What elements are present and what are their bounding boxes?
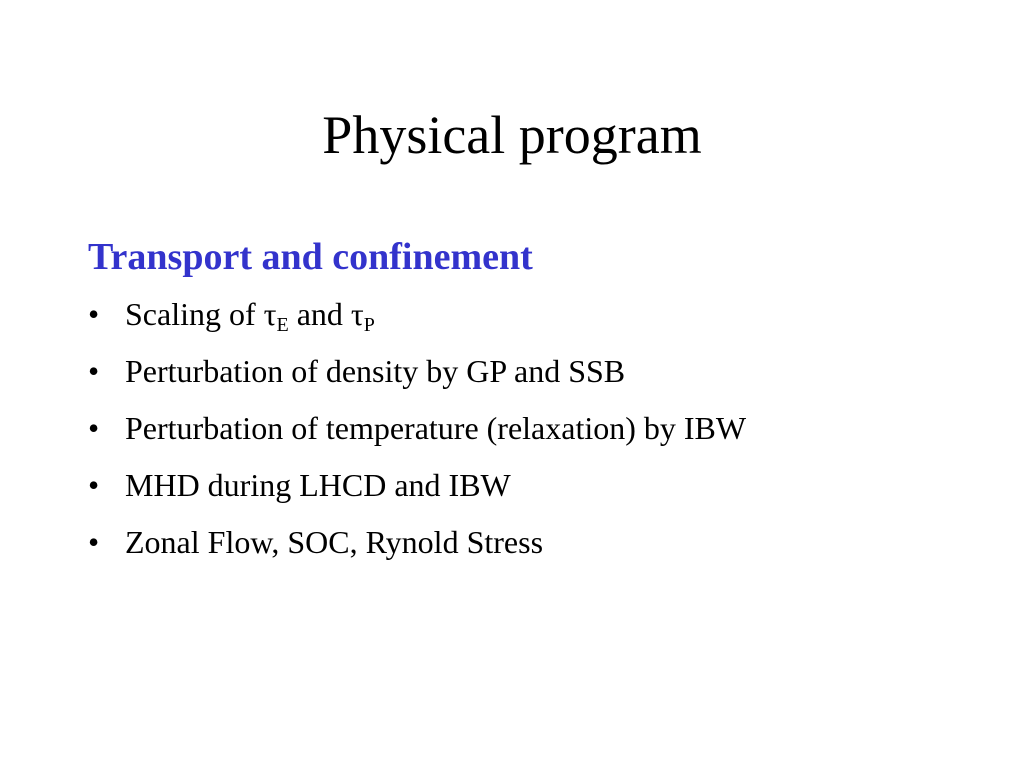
bullet-text-and: and (288, 296, 351, 332)
bullet-text: Perturbation of temperature (relaxation) by IBW (125, 410, 747, 446)
subscript-p: P (363, 314, 375, 336)
bullet-list (88, 286, 988, 571)
bullet-item-density (88, 343, 988, 400)
bullet-item-mhd (88, 457, 988, 514)
bullet-item-scaling (88, 286, 988, 343)
bullet-item-temperature (88, 400, 988, 457)
bullet-dot: • (88, 296, 100, 332)
bullet-text: Zonal Flow, SOC, Rynold Stress (125, 524, 544, 560)
slide-content (88, 232, 988, 571)
bullet-text-prefix: Scaling of (125, 296, 264, 332)
bullet-text: Perturbation of density by GP and SSB (125, 353, 626, 389)
subscript-e: E (276, 314, 289, 336)
bullet-dot: • (88, 524, 100, 560)
tau-symbol: τ (350, 296, 364, 332)
section-heading: Transport and confinement (88, 236, 533, 278)
bullet-dot: • (88, 467, 100, 503)
bullet-dot: • (88, 410, 100, 446)
slide-title: Physical program (322, 105, 702, 165)
bullet-item-zonal-flow (88, 514, 988, 571)
bullet-text: MHD during LHCD and IBW (125, 467, 511, 503)
bullet-dot: • (88, 353, 100, 389)
tau-symbol: τ (263, 296, 277, 332)
